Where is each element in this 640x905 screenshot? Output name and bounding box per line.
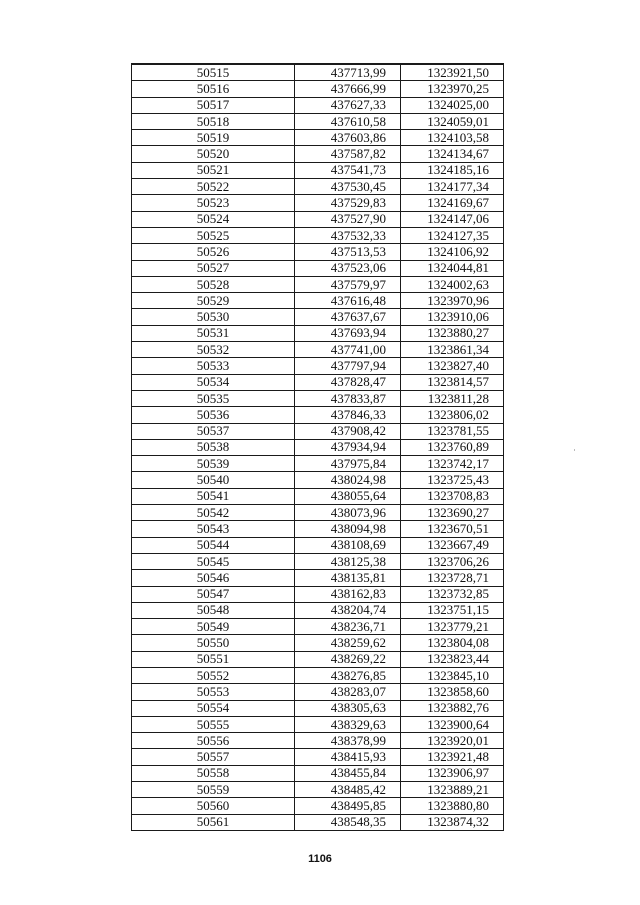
x-coordinate-cell: 438259,62	[295, 635, 401, 651]
x-coordinate-cell: 438108,69	[295, 537, 401, 553]
x-coordinate-cell: 438125,38	[295, 553, 401, 569]
y-coordinate-cell: 1324134,67	[401, 146, 504, 162]
table-row	[132, 700, 504, 716]
table-row	[132, 798, 504, 814]
table-row	[132, 488, 504, 504]
point-id-cell: 50546	[132, 570, 295, 586]
point-id-cell: 50553	[132, 684, 295, 700]
x-coordinate-cell: 437529,83	[295, 195, 401, 211]
point-id-cell: 50541	[132, 488, 295, 504]
point-id-cell: 50557	[132, 749, 295, 765]
table-row	[132, 293, 504, 309]
x-coordinate-cell: 437603,86	[295, 130, 401, 146]
point-id-cell: 50549	[132, 619, 295, 635]
coordinates-table	[131, 63, 504, 831]
table-row	[132, 521, 504, 537]
y-coordinate-cell: 1323690,27	[401, 505, 504, 521]
y-coordinate-cell: 1323921,48	[401, 749, 504, 765]
table-row	[132, 716, 504, 732]
y-coordinate-cell: 1324044,81	[401, 260, 504, 276]
x-coordinate-cell: 437934,94	[295, 439, 401, 455]
page-number: 1106	[308, 853, 332, 865]
y-coordinate-cell: 1323880,27	[401, 325, 504, 341]
table-row	[132, 325, 504, 341]
table-row	[132, 635, 504, 651]
x-coordinate-cell: 437530,45	[295, 179, 401, 195]
y-coordinate-cell: 1323910,06	[401, 309, 504, 325]
table-row	[132, 782, 504, 798]
point-id-cell: 50523	[132, 195, 295, 211]
point-id-cell: 50542	[132, 505, 295, 521]
x-coordinate-cell: 437527,90	[295, 211, 401, 227]
x-coordinate-cell: 437587,82	[295, 146, 401, 162]
point-id-cell: 50561	[132, 814, 295, 830]
y-coordinate-cell: 1323742,17	[401, 456, 504, 472]
point-id-cell: 50548	[132, 602, 295, 618]
table-row	[132, 130, 504, 146]
y-coordinate-cell: 1323725,43	[401, 472, 504, 488]
x-coordinate-cell: 437637,67	[295, 309, 401, 325]
table-row	[132, 505, 504, 521]
point-id-cell: 50517	[132, 97, 295, 113]
table-row	[132, 227, 504, 243]
y-coordinate-cell: 1323728,71	[401, 570, 504, 586]
x-coordinate-cell: 437975,84	[295, 456, 401, 472]
x-coordinate-cell: 437579,97	[295, 276, 401, 292]
x-coordinate-cell: 438073,96	[295, 505, 401, 521]
x-coordinate-cell: 437513,53	[295, 244, 401, 260]
table-row	[132, 684, 504, 700]
table-row	[132, 358, 504, 374]
table-row	[132, 195, 504, 211]
table-row	[132, 162, 504, 178]
x-coordinate-cell: 437616,48	[295, 293, 401, 309]
table-row	[132, 537, 504, 553]
x-coordinate-cell: 437532,33	[295, 227, 401, 243]
x-coordinate-cell: 437541,73	[295, 162, 401, 178]
table-row	[132, 211, 504, 227]
table-row	[132, 64, 504, 81]
point-id-cell: 50525	[132, 227, 295, 243]
y-coordinate-cell: 1323845,10	[401, 667, 504, 683]
table-row	[132, 586, 504, 602]
table-row	[132, 439, 504, 455]
point-id-cell: 50529	[132, 293, 295, 309]
x-coordinate-cell: 437610,58	[295, 113, 401, 129]
x-coordinate-cell: 437693,94	[295, 325, 401, 341]
table-row	[132, 553, 504, 569]
y-coordinate-cell: 1323861,34	[401, 342, 504, 358]
y-coordinate-cell: 1324106,92	[401, 244, 504, 260]
point-id-cell: 50550	[132, 635, 295, 651]
point-id-cell: 50538	[132, 439, 295, 455]
table-row	[132, 113, 504, 129]
table-row	[132, 244, 504, 260]
x-coordinate-cell: 437741,00	[295, 342, 401, 358]
table-row	[132, 749, 504, 765]
y-coordinate-cell: 1324169,67	[401, 195, 504, 211]
table-row	[132, 733, 504, 749]
point-id-cell: 50520	[132, 146, 295, 162]
y-coordinate-cell: 1323921,50	[401, 64, 504, 81]
point-id-cell: 50521	[132, 162, 295, 178]
y-coordinate-cell: 1324185,16	[401, 162, 504, 178]
point-id-cell: 50544	[132, 537, 295, 553]
x-coordinate-cell: 438455,84	[295, 765, 401, 781]
point-id-cell: 50516	[132, 81, 295, 97]
y-coordinate-cell: 1323804,08	[401, 635, 504, 651]
x-coordinate-cell: 438485,42	[295, 782, 401, 798]
y-coordinate-cell: 1323814,57	[401, 374, 504, 390]
table-row	[132, 814, 504, 830]
y-coordinate-cell: 1324059,01	[401, 113, 504, 129]
point-id-cell: 50530	[132, 309, 295, 325]
table-row	[132, 667, 504, 683]
y-coordinate-cell: 1324103,58	[401, 130, 504, 146]
y-coordinate-cell: 1323708,83	[401, 488, 504, 504]
point-id-cell: 50540	[132, 472, 295, 488]
x-coordinate-cell: 438024,98	[295, 472, 401, 488]
y-coordinate-cell: 1323889,21	[401, 782, 504, 798]
point-id-cell: 50554	[132, 700, 295, 716]
point-id-cell: 50536	[132, 407, 295, 423]
table-row	[132, 602, 504, 618]
table-row	[132, 407, 504, 423]
point-id-cell: 50531	[132, 325, 295, 341]
y-coordinate-cell: 1323970,25	[401, 81, 504, 97]
x-coordinate-cell: 438329,63	[295, 716, 401, 732]
point-id-cell: 50560	[132, 798, 295, 814]
point-id-cell: 50555	[132, 716, 295, 732]
table-row	[132, 374, 504, 390]
x-coordinate-cell: 437666,99	[295, 81, 401, 97]
margin-speck	[574, 449, 575, 451]
point-id-cell: 50533	[132, 358, 295, 374]
y-coordinate-cell: 1323920,01	[401, 733, 504, 749]
y-coordinate-cell: 1323760,89	[401, 439, 504, 455]
point-id-cell: 50551	[132, 651, 295, 667]
table-row	[132, 423, 504, 439]
y-coordinate-cell: 1323811,28	[401, 390, 504, 406]
coordinates-table-body	[132, 64, 504, 830]
table-row	[132, 390, 504, 406]
y-coordinate-cell: 1324177,34	[401, 179, 504, 195]
table-row	[132, 276, 504, 292]
table-row	[132, 765, 504, 781]
y-coordinate-cell: 1323823,44	[401, 651, 504, 667]
table-row	[132, 619, 504, 635]
y-coordinate-cell: 1323670,51	[401, 521, 504, 537]
x-coordinate-cell: 437828,47	[295, 374, 401, 390]
y-coordinate-cell: 1323880,80	[401, 798, 504, 814]
y-coordinate-cell: 1323874,32	[401, 814, 504, 830]
table-row	[132, 260, 504, 276]
point-id-cell: 50543	[132, 521, 295, 537]
point-id-cell: 50519	[132, 130, 295, 146]
point-id-cell: 50518	[132, 113, 295, 129]
point-id-cell: 50539	[132, 456, 295, 472]
x-coordinate-cell: 438283,07	[295, 684, 401, 700]
point-id-cell: 50558	[132, 765, 295, 781]
point-id-cell: 50537	[132, 423, 295, 439]
point-id-cell: 50552	[132, 667, 295, 683]
table-row	[132, 309, 504, 325]
y-coordinate-cell: 1324147,06	[401, 211, 504, 227]
y-coordinate-cell: 1323970,96	[401, 293, 504, 309]
y-coordinate-cell: 1323882,76	[401, 700, 504, 716]
x-coordinate-cell: 438094,98	[295, 521, 401, 537]
x-coordinate-cell: 437908,42	[295, 423, 401, 439]
x-coordinate-cell: 438135,81	[295, 570, 401, 586]
x-coordinate-cell: 438236,71	[295, 619, 401, 635]
y-coordinate-cell: 1323706,26	[401, 553, 504, 569]
x-coordinate-cell: 438204,74	[295, 602, 401, 618]
y-coordinate-cell: 1324002,63	[401, 276, 504, 292]
x-coordinate-cell: 438378,99	[295, 733, 401, 749]
point-id-cell: 50556	[132, 733, 295, 749]
y-coordinate-cell: 1323806,02	[401, 407, 504, 423]
point-id-cell: 50528	[132, 276, 295, 292]
table-row	[132, 81, 504, 97]
x-coordinate-cell: 438305,63	[295, 700, 401, 716]
point-id-cell: 50545	[132, 553, 295, 569]
x-coordinate-cell: 438548,35	[295, 814, 401, 830]
x-coordinate-cell: 438415,93	[295, 749, 401, 765]
table-row	[132, 570, 504, 586]
table-row	[132, 146, 504, 162]
table-row	[132, 97, 504, 113]
x-coordinate-cell: 437627,33	[295, 97, 401, 113]
point-id-cell: 50535	[132, 390, 295, 406]
point-id-cell: 50524	[132, 211, 295, 227]
point-id-cell: 50534	[132, 374, 295, 390]
y-coordinate-cell: 1323781,55	[401, 423, 504, 439]
y-coordinate-cell: 1323732,85	[401, 586, 504, 602]
point-id-cell: 50532	[132, 342, 295, 358]
x-coordinate-cell: 438162,83	[295, 586, 401, 602]
x-coordinate-cell: 437846,33	[295, 407, 401, 423]
x-coordinate-cell: 438055,64	[295, 488, 401, 504]
table-row	[132, 651, 504, 667]
y-coordinate-cell: 1324025,00	[401, 97, 504, 113]
x-coordinate-cell: 438276,85	[295, 667, 401, 683]
y-coordinate-cell: 1323827,40	[401, 358, 504, 374]
x-coordinate-cell: 437833,87	[295, 390, 401, 406]
table-row	[132, 342, 504, 358]
x-coordinate-cell: 437523,06	[295, 260, 401, 276]
x-coordinate-cell: 438495,85	[295, 798, 401, 814]
point-id-cell: 50522	[132, 179, 295, 195]
y-coordinate-cell: 1323858,60	[401, 684, 504, 700]
table-row	[132, 456, 504, 472]
x-coordinate-cell: 438269,22	[295, 651, 401, 667]
point-id-cell: 50515	[132, 64, 295, 81]
y-coordinate-cell: 1323667,49	[401, 537, 504, 553]
point-id-cell: 50559	[132, 782, 295, 798]
y-coordinate-cell: 1323751,15	[401, 602, 504, 618]
point-id-cell: 50527	[132, 260, 295, 276]
y-coordinate-cell: 1323906,97	[401, 765, 504, 781]
x-coordinate-cell: 437797,94	[295, 358, 401, 374]
table-row	[132, 179, 504, 195]
x-coordinate-cell: 437713,99	[295, 64, 401, 81]
y-coordinate-cell: 1324127,35	[401, 227, 504, 243]
point-id-cell: 50547	[132, 586, 295, 602]
y-coordinate-cell: 1323900,64	[401, 716, 504, 732]
point-id-cell: 50526	[132, 244, 295, 260]
table-row	[132, 472, 504, 488]
y-coordinate-cell: 1323779,21	[401, 619, 504, 635]
